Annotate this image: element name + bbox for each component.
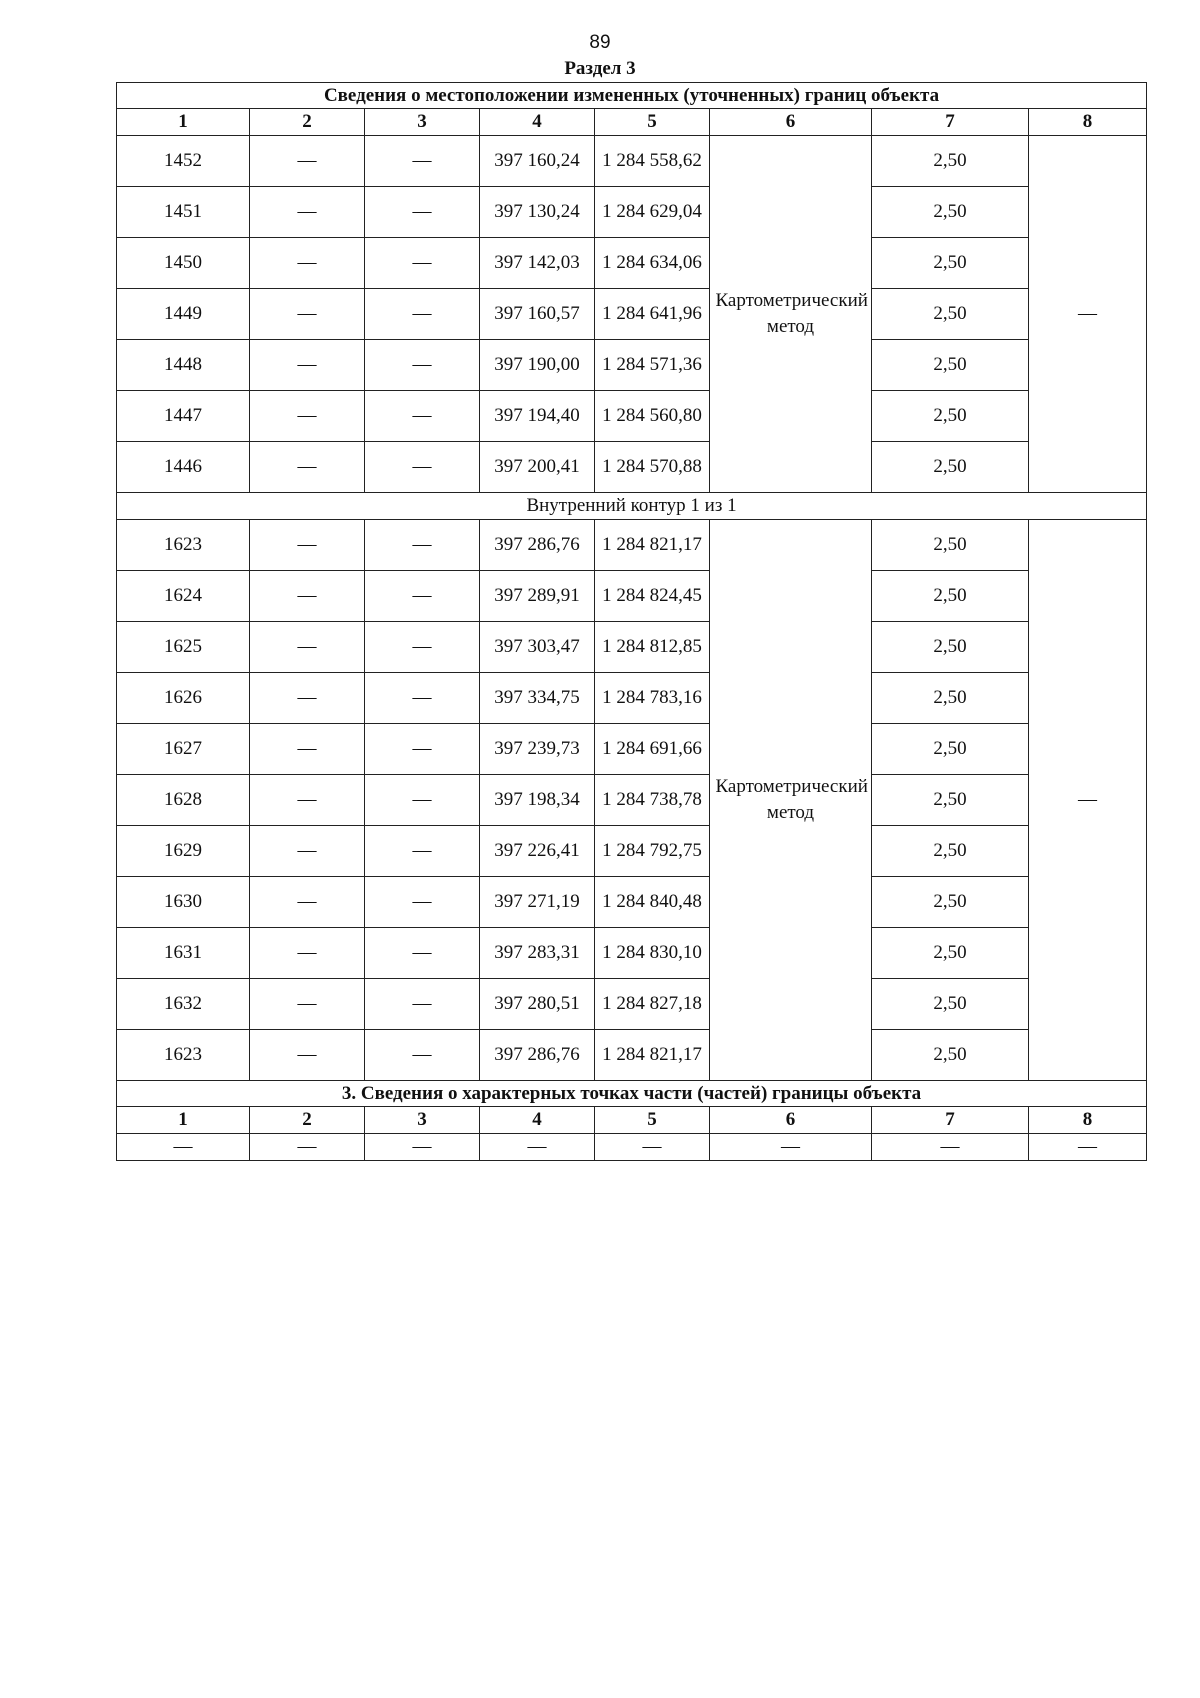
- new-y-cell: 1 284 641,96: [595, 289, 710, 340]
- accuracy-cell: 2,50: [872, 1030, 1029, 1081]
- old-x-cell: —: [250, 1030, 365, 1081]
- point-number-cell: 1624: [117, 571, 250, 622]
- empty-cell: —: [250, 1134, 365, 1161]
- table-row: [117, 1030, 1147, 1081]
- old-y-cell: —: [365, 877, 480, 928]
- old-x-cell: —: [250, 136, 365, 187]
- old-x-cell: —: [250, 622, 365, 673]
- method-label: Картометрический метод: [715, 776, 868, 823]
- new-x-cell: 397 303,47: [480, 622, 595, 673]
- old-y-cell: —: [365, 442, 480, 493]
- column-number-5: 5: [595, 109, 710, 136]
- point-number-cell: 1631: [117, 928, 250, 979]
- new-y-cell: 1 284 571,36: [595, 340, 710, 391]
- new-y-cell: 1 284 821,17: [595, 1030, 710, 1081]
- old-x-cell: —: [250, 928, 365, 979]
- part-column-number-1: 1: [117, 1107, 250, 1134]
- table-row: [117, 622, 1147, 673]
- old-y-cell: —: [365, 187, 480, 238]
- table-row: [117, 928, 1147, 979]
- point-number-cell: 1447: [117, 391, 250, 442]
- table-row: [117, 724, 1147, 775]
- accuracy-cell: 2,50: [872, 979, 1029, 1030]
- new-x-cell: 397 286,76: [480, 520, 595, 571]
- new-x-cell: 397 198,34: [480, 775, 595, 826]
- new-y-cell: 1 284 783,16: [595, 673, 710, 724]
- new-x-cell: 397 280,51: [480, 979, 595, 1030]
- new-y-cell: 1 284 792,75: [595, 826, 710, 877]
- new-y-cell: 1 284 827,18: [595, 979, 710, 1030]
- old-y-cell: —: [365, 289, 480, 340]
- old-y-cell: —: [365, 673, 480, 724]
- new-x-cell: 397 239,73: [480, 724, 595, 775]
- point-number-cell: 1625: [117, 622, 250, 673]
- group2-col8-cell: —: [1029, 520, 1147, 1081]
- part-column-number-2: 2: [250, 1107, 365, 1134]
- new-x-cell: 397 130,24: [480, 187, 595, 238]
- accuracy-cell: 2,50: [872, 571, 1029, 622]
- table-row: [117, 136, 1147, 187]
- old-x-cell: —: [250, 826, 365, 877]
- table-row: [117, 571, 1147, 622]
- new-y-cell: 1 284 558,62: [595, 136, 710, 187]
- empty-cell: —: [365, 1134, 480, 1161]
- old-y-cell: —: [365, 928, 480, 979]
- old-y-cell: —: [365, 622, 480, 673]
- part-column-number-6: 6: [710, 1107, 872, 1134]
- old-x-cell: —: [250, 391, 365, 442]
- accuracy-cell: 2,50: [872, 238, 1029, 289]
- table-row: [117, 673, 1147, 724]
- table-row: [117, 826, 1147, 877]
- old-x-cell: —: [250, 289, 365, 340]
- table-row: [117, 979, 1147, 1030]
- table-row: [117, 520, 1147, 571]
- empty-cell: —: [710, 1134, 872, 1161]
- column-number-1: 1: [117, 109, 250, 136]
- old-y-cell: —: [365, 238, 480, 289]
- new-x-cell: 397 194,40: [480, 391, 595, 442]
- table-title-row: [117, 83, 1147, 109]
- old-x-cell: —: [250, 673, 365, 724]
- table-row: [117, 775, 1147, 826]
- accuracy-cell: 2,50: [872, 673, 1029, 724]
- accuracy-cell: 2,50: [872, 775, 1029, 826]
- new-x-cell: 397 226,41: [480, 826, 595, 877]
- table-row: [117, 238, 1147, 289]
- accuracy-cell: 2,50: [872, 136, 1029, 187]
- point-number-cell: 1632: [117, 979, 250, 1030]
- new-x-cell: 397 142,03: [480, 238, 595, 289]
- part-empty-row: [117, 1134, 1147, 1161]
- page-number: 89: [589, 32, 611, 53]
- new-x-cell: 397 286,76: [480, 1030, 595, 1081]
- old-x-cell: —: [250, 571, 365, 622]
- new-x-cell: 397 289,91: [480, 571, 595, 622]
- new-x-cell: 397 271,19: [480, 877, 595, 928]
- old-y-cell: —: [365, 520, 480, 571]
- old-x-cell: —: [250, 238, 365, 289]
- column-number-7: 7: [872, 109, 1029, 136]
- boundary-points-table: [116, 82, 1147, 1161]
- old-y-cell: —: [365, 979, 480, 1030]
- column-number-2: 2: [250, 109, 365, 136]
- column-number-6: 6: [710, 109, 872, 136]
- part-column-number-5: 5: [595, 1107, 710, 1134]
- column-number-row: [117, 109, 1147, 136]
- old-x-cell: —: [250, 775, 365, 826]
- old-y-cell: —: [365, 340, 480, 391]
- point-number-cell: 1623: [117, 520, 250, 571]
- old-x-cell: —: [250, 340, 365, 391]
- part-column-number-3: 3: [365, 1107, 480, 1134]
- new-x-cell: 397 160,24: [480, 136, 595, 187]
- accuracy-cell: 2,50: [872, 928, 1029, 979]
- new-x-cell: 397 200,41: [480, 442, 595, 493]
- point-number-cell: 1452: [117, 136, 250, 187]
- old-x-cell: —: [250, 442, 365, 493]
- section-title: Раздел 3: [564, 58, 636, 79]
- part-column-number-8: 8: [1029, 1107, 1147, 1134]
- part-section-title: 3. Сведения о характерных точках части (частей) границы объекта: [117, 1081, 1147, 1107]
- new-x-cell: 397 190,00: [480, 340, 595, 391]
- point-number-cell: 1630: [117, 877, 250, 928]
- new-y-cell: 1 284 634,06: [595, 238, 710, 289]
- empty-cell: —: [595, 1134, 710, 1161]
- table-row: [117, 340, 1147, 391]
- point-number-cell: 1449: [117, 289, 250, 340]
- part-column-number-7: 7: [872, 1107, 1029, 1134]
- new-y-cell: 1 284 629,04: [595, 187, 710, 238]
- new-y-cell: 1 284 812,85: [595, 622, 710, 673]
- old-y-cell: —: [365, 571, 480, 622]
- group1-method-cell: [710, 136, 872, 493]
- table-row: [117, 877, 1147, 928]
- accuracy-cell: 2,50: [872, 724, 1029, 775]
- old-x-cell: —: [250, 979, 365, 1030]
- table-row: [117, 442, 1147, 493]
- point-number-cell: 1450: [117, 238, 250, 289]
- table-row: [117, 391, 1147, 442]
- accuracy-cell: 2,50: [872, 520, 1029, 571]
- group1-col8-cell: —: [1029, 136, 1147, 493]
- new-y-cell: 1 284 570,88: [595, 442, 710, 493]
- table-row: [117, 289, 1147, 340]
- point-number-cell: 1629: [117, 826, 250, 877]
- point-number-cell: 1626: [117, 673, 250, 724]
- accuracy-cell: 2,50: [872, 442, 1029, 493]
- old-y-cell: —: [365, 826, 480, 877]
- table-body: [117, 83, 1147, 1161]
- point-number-cell: 1446: [117, 442, 250, 493]
- accuracy-cell: 2,50: [872, 340, 1029, 391]
- new-x-cell: 397 334,75: [480, 673, 595, 724]
- new-x-cell: 397 160,57: [480, 289, 595, 340]
- new-y-cell: 1 284 824,45: [595, 571, 710, 622]
- old-y-cell: —: [365, 391, 480, 442]
- accuracy-cell: 2,50: [872, 187, 1029, 238]
- part-column-number-4: 4: [480, 1107, 595, 1134]
- point-number-cell: 1627: [117, 724, 250, 775]
- table-title: Сведения о местоположении измененных (уточненных) границ объекта: [117, 83, 1147, 109]
- new-x-cell: 397 283,31: [480, 928, 595, 979]
- column-number-3: 3: [365, 109, 480, 136]
- new-y-cell: 1 284 691,66: [595, 724, 710, 775]
- empty-cell: —: [872, 1134, 1029, 1161]
- new-y-cell: 1 284 560,80: [595, 391, 710, 442]
- old-x-cell: —: [250, 520, 365, 571]
- old-y-cell: —: [365, 136, 480, 187]
- accuracy-cell: 2,50: [872, 826, 1029, 877]
- point-number-cell: 1628: [117, 775, 250, 826]
- accuracy-cell: 2,50: [872, 391, 1029, 442]
- new-y-cell: 1 284 840,48: [595, 877, 710, 928]
- part-section-title-row: [117, 1081, 1147, 1107]
- column-number-4: 4: [480, 109, 595, 136]
- empty-cell: —: [480, 1134, 595, 1161]
- old-x-cell: —: [250, 877, 365, 928]
- table-row: [117, 187, 1147, 238]
- old-y-cell: —: [365, 724, 480, 775]
- part-column-number-row: [117, 1107, 1147, 1134]
- accuracy-cell: 2,50: [872, 289, 1029, 340]
- contour-label: Внутренний контур 1 из 1: [117, 493, 1147, 520]
- accuracy-cell: 2,50: [872, 877, 1029, 928]
- empty-cell: —: [1029, 1134, 1147, 1161]
- old-x-cell: —: [250, 724, 365, 775]
- old-y-cell: —: [365, 1030, 480, 1081]
- group2-method-cell: [710, 520, 872, 1081]
- new-y-cell: 1 284 830,10: [595, 928, 710, 979]
- method-label: Картометрический метод: [715, 290, 868, 337]
- accuracy-cell: 2,50: [872, 622, 1029, 673]
- new-y-cell: 1 284 821,17: [595, 520, 710, 571]
- point-number-cell: 1623: [117, 1030, 250, 1081]
- old-y-cell: —: [365, 775, 480, 826]
- contour-row: [117, 493, 1147, 520]
- point-number-cell: 1451: [117, 187, 250, 238]
- point-number-cell: 1448: [117, 340, 250, 391]
- empty-cell: —: [117, 1134, 250, 1161]
- new-y-cell: 1 284 738,78: [595, 775, 710, 826]
- column-number-8: 8: [1029, 109, 1147, 136]
- old-x-cell: —: [250, 187, 365, 238]
